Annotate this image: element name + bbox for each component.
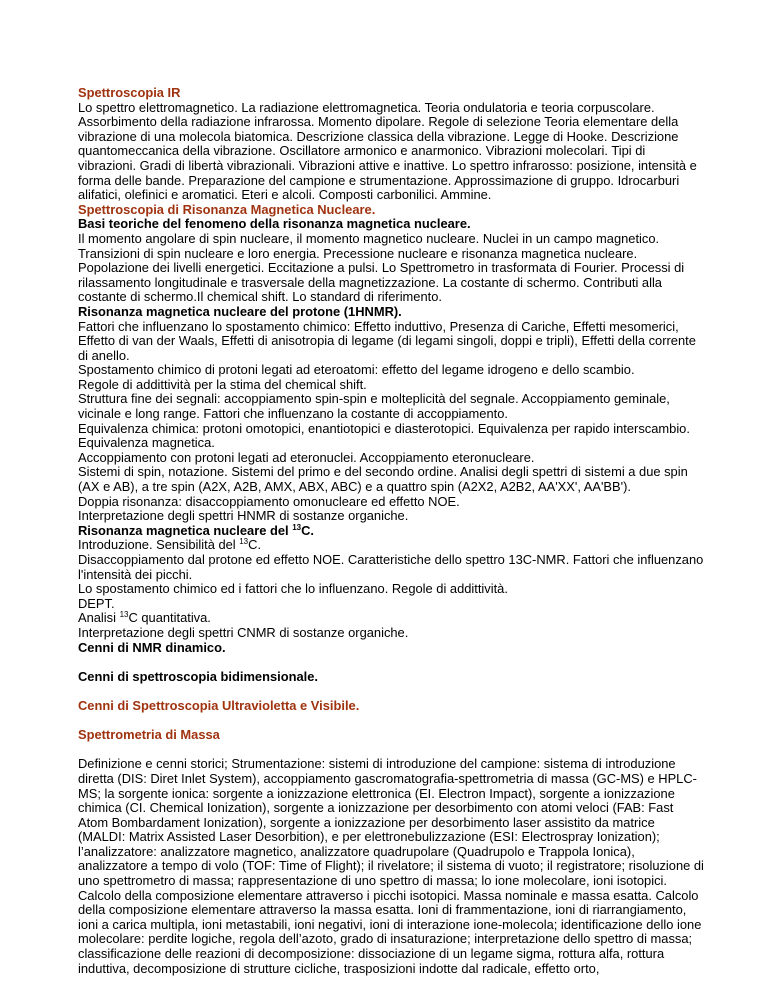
cnmr-interp: Interpretazione degli spettri CNMR di sostanze organiche. [78, 624, 409, 640]
nmr-section-title: Spettroscopia di Risonanza Magnetica Nucleare. [78, 201, 376, 217]
hnmr-line: Sistemi di spin, notazione. Sistemi del primo e del secondo ordine. Analisi degli spettri di sistemi a due spin (AX e AB), a tre spin (A2X, A2B, AMX, ABX, ABC) e a quattro spin (A2X2, A2B2, AA'XX', AA'BB'). [78, 464, 688, 495]
cnmr-line: DEPT. [78, 595, 115, 611]
spacer [78, 714, 704, 729]
cnmr-intro: Introduzione. Sensibilità del $^{13}$C. [78, 537, 262, 553]
spacer [78, 684, 704, 699]
spacer [78, 743, 704, 758]
spacer [78, 655, 704, 670]
bidim-title: Cenni di spettroscopia bidimensionale. [78, 668, 318, 684]
hnmr-line: Struttura fine dei segnali: accoppiamento spin-spin e molteplicità del segnale. Accoppiamento geminale, vicinale e long range. Fattori che influenzano la costante di accoppiamento. [78, 391, 670, 422]
document-page [78, 86, 704, 976]
dyn-nmr-title: Cenni di NMR dinamico. [78, 639, 226, 655]
nmr-basis-title: Basi teoriche del fenomeno della risonanza magnetica nucleare. [78, 216, 471, 232]
cnmr-quant: Analisi $^{13}$C quantitativa. [78, 610, 211, 626]
cnmr-line: Disaccoppiamento dal protone ed effetto NOE. Caratteristiche dello spettro 13C-NMR. Fattori che influenzano l'intensità dei picchi. [78, 552, 704, 582]
ms-title: Spettrometria di Massa [78, 727, 220, 743]
uv-title: Cenni di Spettroscopia Ultravioletta e Visibile. [78, 697, 360, 713]
ir-section-title: Spettroscopia IR [78, 85, 181, 100]
ms-body: Definizione e cenni storici; Strumentazione: sistemi di introduzione del campione: sistema di introduzione diretta (DIS: Diret Inlet System), accoppiamento gascromatografia-spettrometria di massa (GC-MS) e HPLC-MS; la sorgente ionica: sorgente a ionizzazione elettronica (EI. Electron Impact), sorgente a ionizzazione chimica (CI. Chemical Ionization), sorgente a ionizzazione per desorbimento con atomi veloci (FAB: Fast Atom Bombardament Ionization), sorgente a ionizzazione per desorbimento laser assistito da matrice (MALDI: Matrix Assisted Laser Desorbition), e per elettronebulizzazione (ESI: Electrospray Ionization); l’analizzatore: analizzatore magnetico, analizzatore quadrupolare (Quadrupolo e Trappola Ionica), analizzatore a tempo di volo (TOF: Time of Flight); il rivelatore; il sistema di vuoto; il registratore; risoluzione di uno spettrometro di massa; rappresentazione di uno spettro di massa; lo ione molecolare, ioni isotopici. Calcolo della composizione elementare attraverso i picchi isotopici. Massa nominale e massa esatta. Calcolo della composizione elementare attraverso la massa esatta. Ioni di frammentazione, ioni di riarrangiamento, ioni a carica multipla, ioni metastabili, ioni negativi, ioni di interazione ione-molecola; identificazione dello ione molecolare: perdite logiche, regola dell’azoto, grado di insaturazione; interpretazione dello spettro di massa; classificazione delle reazioni di decomposizione: dissociazione di un legame sigma, rottura alfa, rottura induttiva, decomposizione di strutture cicliche, trasposizioni indotte dal radicale, effetto orto, [78, 756, 704, 976]
ir-section-body: Lo spettro elettromagnetico. La radiazione elettromagnetica. Teoria ondulatoria e teoria corpuscolare. Assorbimento della radiazione infrarossa. Momento dipolare. Regole di selezione Teoria elementare della vibrazione di una molecola biatomica. Descrizione classica della vibrazione. Legge di Hooke. Descrizione quantomeccanica della vibrazione. Oscillatore armonico e anarmonico. Vibrazioni molecolari. Tipi di vibrazioni. Gradi di libertà vibrazionali. Vibrazioni attive e inattive. Lo spettro infrarosso: posizione, intensità e forma delle bande. Preparazione del campione e strumentazione. Approssimazione di gruppo. Idrocarburi alifatici, olefinici e aromatici. Eteri e alcoli. Composti carbonilici. Ammine. [78, 99, 697, 203]
hnmr-line: Equivalenza chimica: protoni omotopici, enantiotopici e diasterotopici. Equivalenza per rapido interscambio. Equivalenza magnetica. [78, 420, 690, 451]
hnmr-line: Regole di addittività per la stima del chemical shift. [78, 376, 367, 392]
hnmr-title: Risonanza magnetica nucleare del protone (1HNMR). [78, 303, 402, 319]
cnmr-line: Lo spostamento chimico ed i fattori che lo influenzano. Regole di addittività. [78, 581, 508, 597]
hnmr-line: Interpretazione degli spettri HNMR di sostanze organiche. [78, 508, 409, 524]
hnmr-line: Accoppiamento con protoni legati ad eteronuclei. Accoppiamento eteronucleare. [78, 449, 535, 465]
hnmr-line: Fattori che influenzano lo spostamento chimico: Effetto induttivo, Presenza di Cariche, Effetti mesomerici, Effetto di van der Waals, Effetti di anisotropia di legame (di legami singoli, doppi e tripli), Effetti della corrente di anello. [78, 318, 696, 363]
cnmr-title: Risonanza magnetica nucleare del $^{13}$C. [78, 522, 315, 538]
hnmr-line: Spostamento chimico di protoni legati ad eteroatomi: effetto del legame idrogeno e dello scambio. [78, 362, 635, 378]
nmr-basis-body: Il momento angolare di spin nucleare, il momento magnetico nucleare. Nuclei in un campo magnetico. Transizioni di spin nucleare e loro energia. Precessione nucleare e risonanza magnetica nucleare. Popolazione dei livelli energetici. Eccitazione a pulsi. Lo Spettrometro in trasformata di Fourier. Processi di rilassamento longitudinale e trasversale della magnetizzazione. La costante di schermo. Contributi alla costante di schermo.Il chemical shift. Lo standard di riferimento. [78, 230, 685, 305]
hnmr-line: Doppia risonanza: disaccoppiamento omonucleare ed effetto NOE. [78, 493, 460, 509]
